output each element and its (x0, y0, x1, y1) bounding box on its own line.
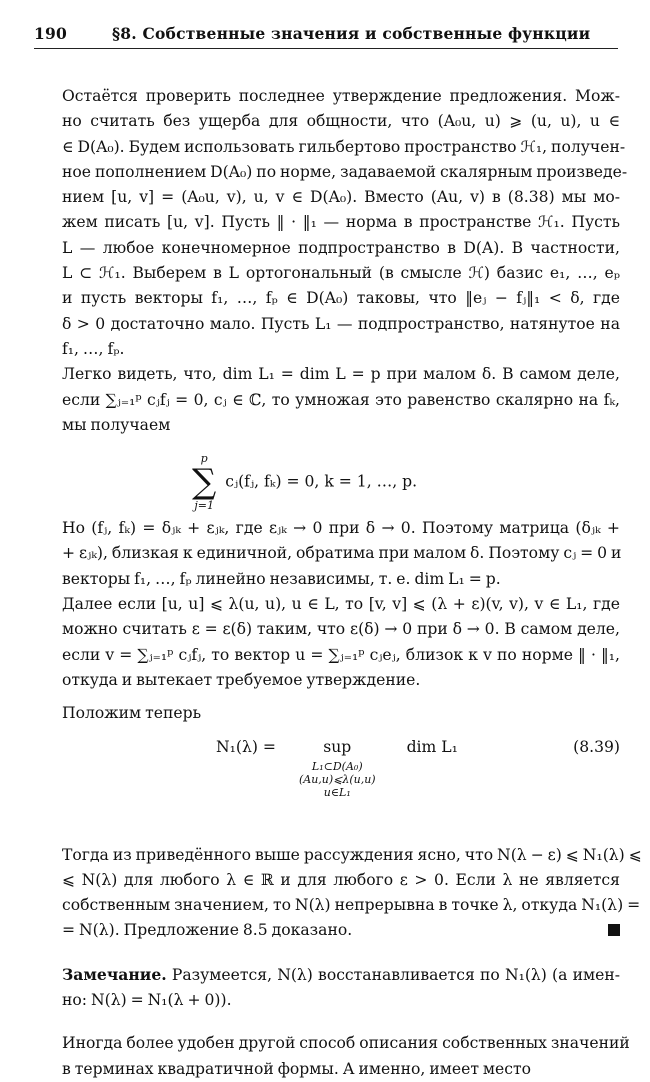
sup-condition: (Au,u)⩽λ(u,u) (298, 772, 376, 786)
paragraph-5 (34, 701, 620, 726)
text-line: откуда и вытекает требуемое утверждение. (62, 670, 421, 689)
text-line: ∈ D(A₀). Будем использовать гильбертово пространство ℋ₁, получен- (62, 137, 626, 156)
equation-rhs: dim L₁ (406, 737, 458, 756)
sup-condition: L₁⊂D(A₀) (311, 759, 363, 773)
qed-square-icon (608, 924, 620, 936)
equation-sum-body (192, 452, 417, 512)
text-line (34, 962, 620, 988)
text-line: можно считать ε = ε(δ) таким, что ε(δ) → 0 при δ → 0. В самом деле, (62, 620, 620, 639)
text-line: Остаётся проверить последнее утверждение предложения. Мож- (62, 87, 620, 105)
sum-symbol: ∑ (192, 462, 217, 503)
text-line: нием [u, v] = (A₀u, v), u, v ∈ D(A₀). Вместо (Au, v) в (8.38) мы мо- (62, 188, 620, 207)
paragraph-4 (34, 592, 620, 693)
paragraph-7 (34, 1031, 630, 1082)
text-line: Но (fⱼ, fₖ) = δⱼₖ + εⱼₖ, где εⱼₖ → 0 при δ → 0. Поэтому матрица (δⱼₖ + (62, 519, 620, 538)
text-line: мы получаем (62, 415, 171, 434)
text-line: в терминах квадратичной формы. А именно, имеет место (62, 1059, 532, 1078)
paragraph-6 (34, 843, 642, 944)
text-line: но: N(λ) = N₁(λ + 0)). (62, 991, 232, 1010)
text-line: L — любое конечномерное подпространство в D(A). В частности, (62, 238, 620, 257)
text-line-content: = N(λ). Предложение 8.5 доказано. (62, 921, 353, 940)
text-line: Легко видеть, что, dim L₁ = dim L = p при малом δ. В самом деле, (62, 365, 620, 384)
paragraph-2 (34, 362, 620, 438)
text-line: δ > 0 достаточно мало. Пусть L₁ — подпространство, натянутое на (62, 314, 620, 333)
body-text (34, 84, 642, 1082)
header-rule (34, 48, 618, 49)
text-line: жем писать [u, v]. Пусть ‖ · ‖₁ — норма в пространстве ℋ₁. Пусть (62, 213, 620, 232)
text-line: ⩽ N(λ) для любого λ ∈ ℝ и для любого ε > 0. Если λ не является (62, 870, 620, 889)
equation-sum (34, 438, 620, 516)
text-line (34, 918, 620, 943)
paragraph-1 (34, 84, 628, 362)
text-line: ное пополнением D(A₀) по норме, задаваемой скалярным произведе- (62, 162, 628, 181)
paragraph-3 (34, 516, 620, 592)
equation-8-39 (34, 727, 620, 843)
remark-text: Разумеется, N(λ) восстанавливается по N₁(λ) (а имен- (171, 965, 620, 984)
text-line: Далее если [u, u] ⩽ λ(u, u), u ∈ L, то [v, v] ⩽ (λ + ε)(v, v), v ∈ L₁, где (62, 595, 620, 614)
sum-upper-limit: p (200, 452, 208, 466)
page-number: 190 (34, 24, 67, 43)
text-line: Иногда более удобен другой способ описания собственных значений (62, 1034, 630, 1053)
equation-8-39-body (216, 735, 458, 799)
text-line: f₁, …, fₚ. (62, 339, 125, 358)
sum-lower-limit: j=1 (194, 499, 214, 513)
text-line: если ∑ⱼ₌₁ᵖ cⱼfⱼ = 0, cⱼ ∈ ℂ, то умножая это равенство скалярно на fₖ, (62, 390, 620, 409)
equation-lhs: N₁(λ) = (216, 737, 276, 756)
equation-number: (8.39) (573, 737, 620, 756)
running-title: §8. Собственные значения и собственные функции (112, 24, 591, 43)
text-line: L ⊂ ℋ₁. Выберем в L ортогональный (в смысле ℋ) базис e₁, …, eₚ (62, 264, 620, 283)
remark-label: Замечание. (62, 964, 167, 984)
text-line: если v = ∑ⱼ₌₁ᵖ cⱼfⱼ, то вектор u = ∑ⱼ₌₁ᵖ cⱼeⱼ, близок к v по норме ‖ · ‖₁, (62, 645, 620, 664)
remark (34, 962, 620, 1014)
text-line: но считать без ущерба для общности, что (A₀u, u) ⩾ (u, u), u ∈ (62, 112, 620, 131)
text-line: Тогда из приведённого выше рассуждения ясно, что N(λ − ε) ⩽ N₁(λ) ⩽ (62, 845, 642, 864)
text-line: и пусть векторы f₁, …, fₚ ∈ D(A₀) таковы, что ‖eⱼ − fⱼ‖₁ < δ, где (62, 289, 620, 308)
sup-operator: sup (323, 737, 352, 756)
text-line: + εⱼₖ), близкая к единичной, обратима при малом δ. Поэтому cⱼ = 0 и (62, 544, 622, 563)
text-line: Положим теперь (62, 704, 202, 723)
equation-sum-expression: cⱼ(fⱼ, fₖ) = 0, k = 1, …, p. (225, 472, 418, 491)
sup-condition: u∈L₁ (323, 785, 351, 799)
text-line: векторы f₁, …, fₚ линейно независимы, т. е. dim L₁ = p. (62, 569, 501, 588)
text-line: собственным значением, то N(λ) непрерывна в точке λ, откуда N₁(λ) = (62, 896, 641, 915)
